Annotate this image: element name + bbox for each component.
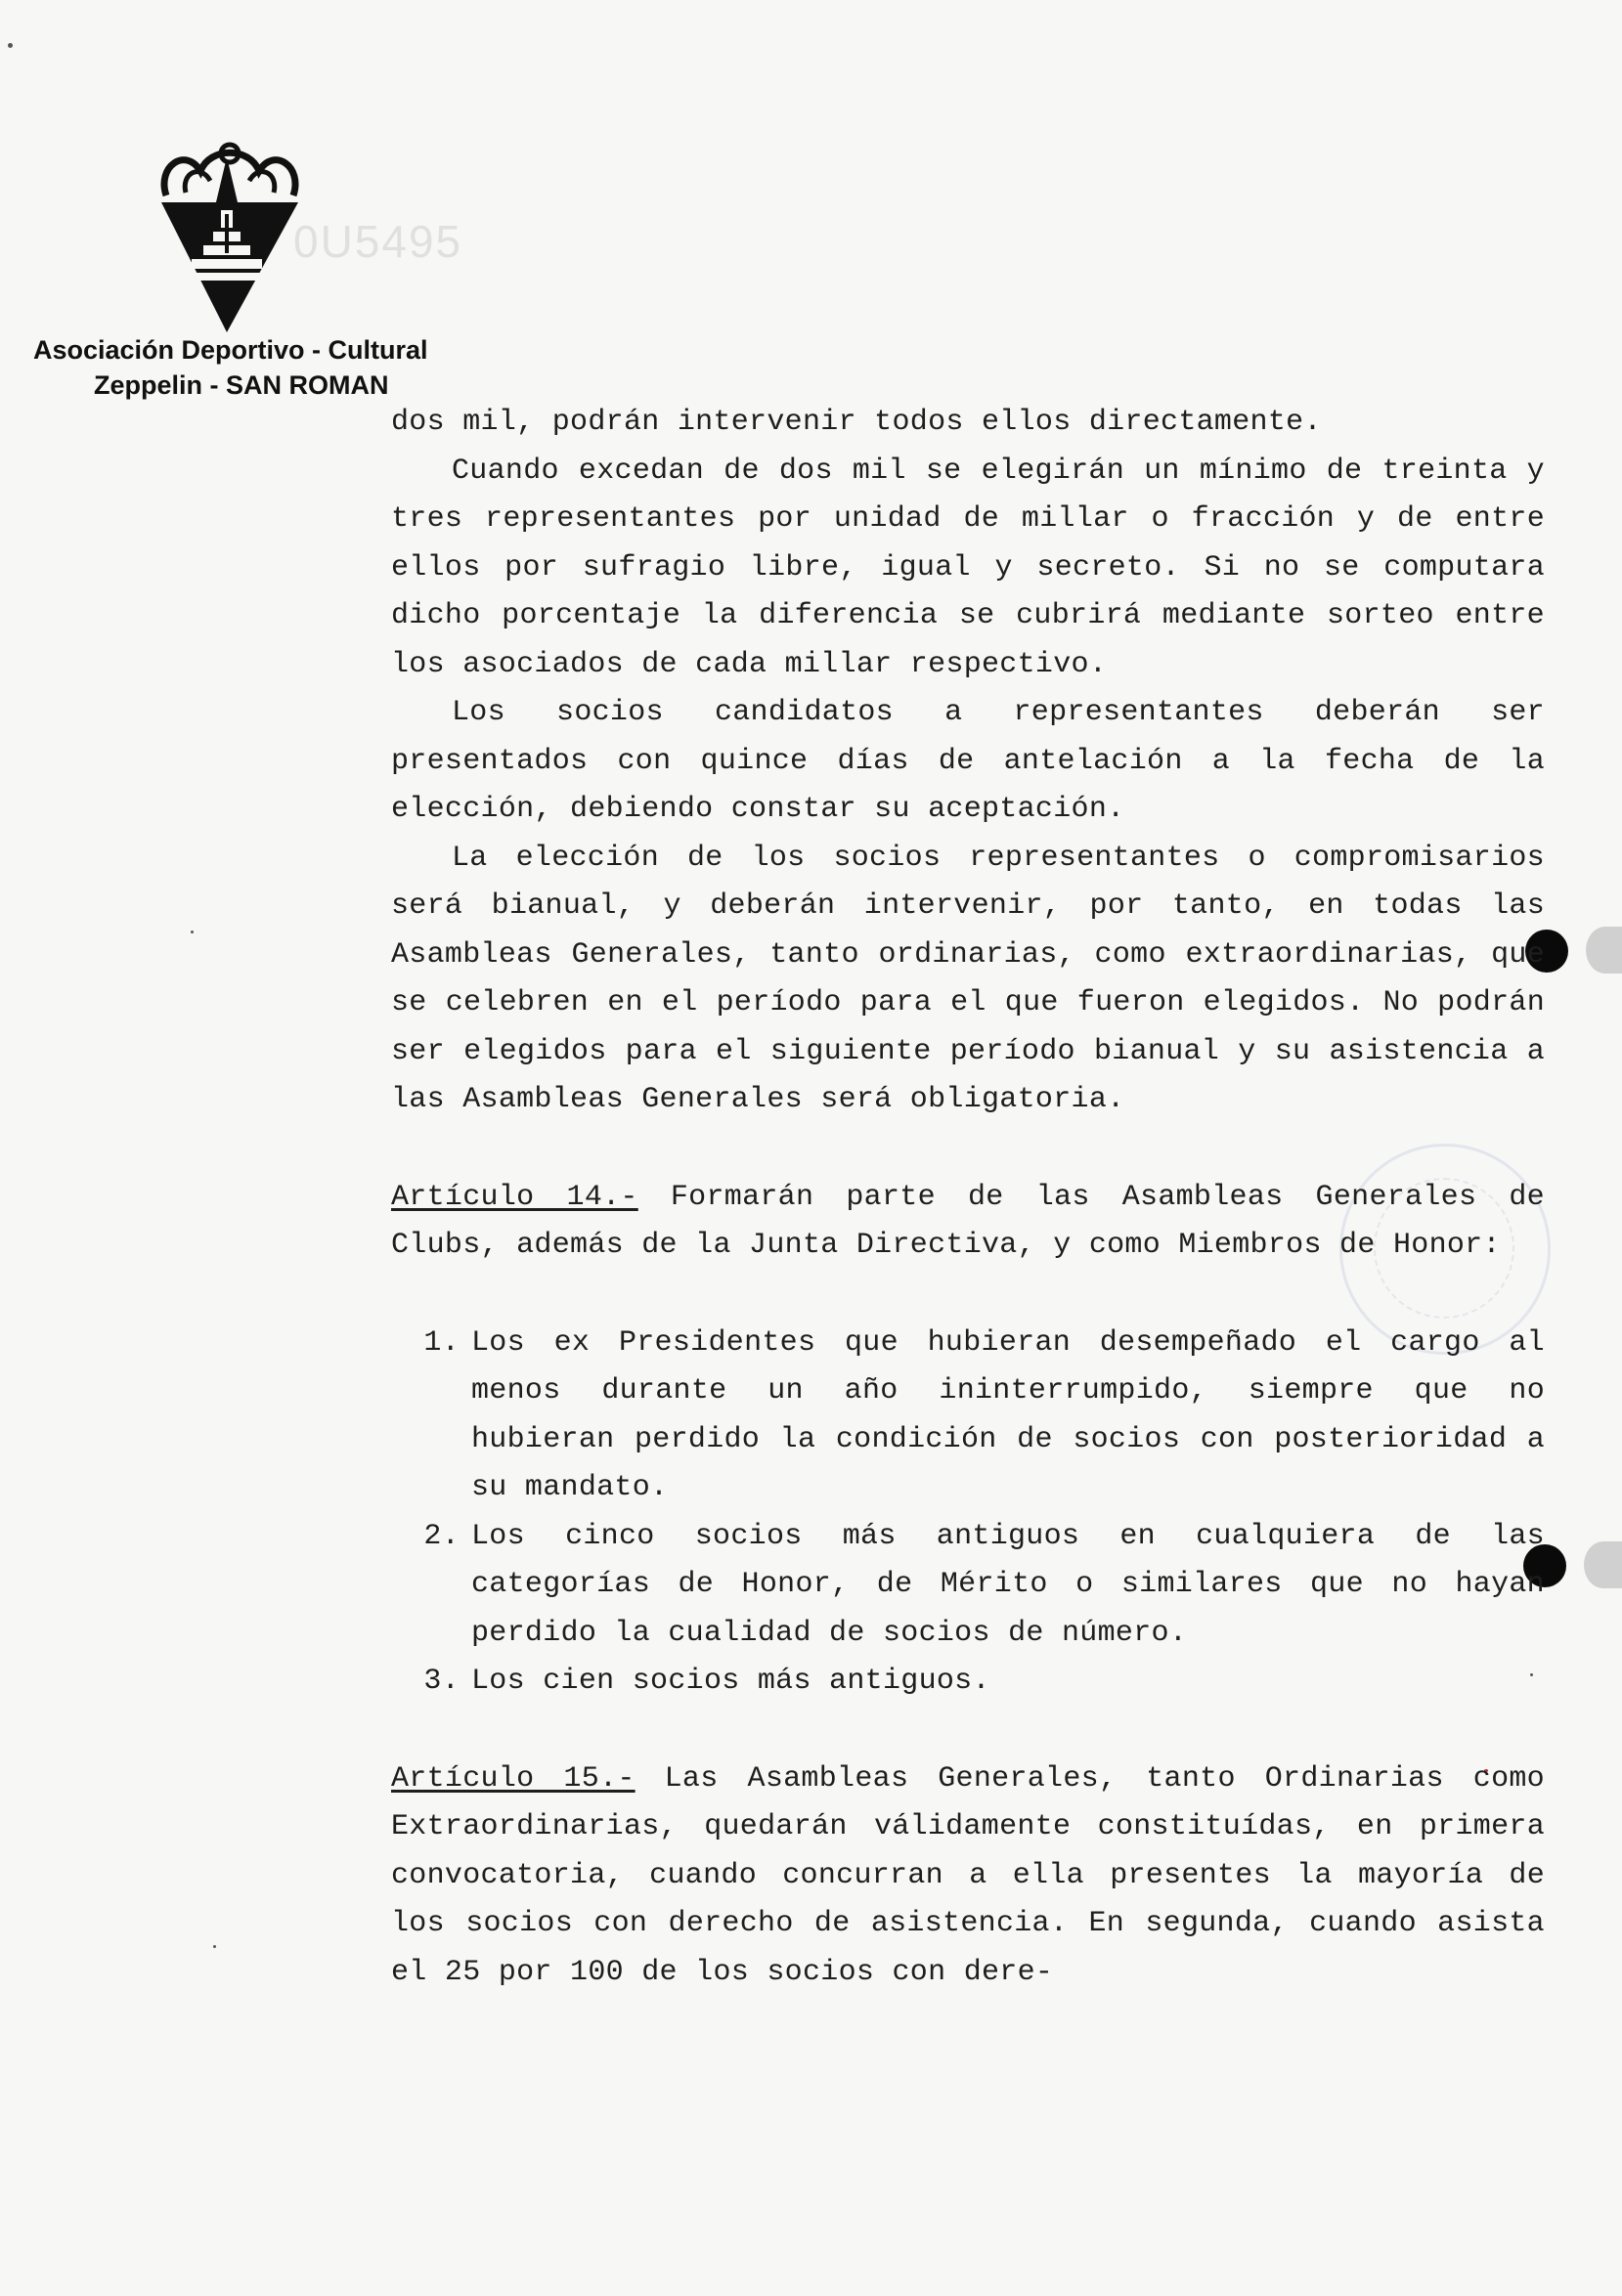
paragraph-election: La elección de los socios representantes o compromisarios será bianual, y deberán intervenir, por tanto, en todas las Asambleas Generales, tanto ordinarias, como extraordinarias, que se celebren en el período para el que fueron elegidos. No podrán ser elegidos para el siguiente período bianual y su asistencia a las Asambleas Generales será obligatoria. [391,841,1545,1116]
list-item-text: Los cien socios más antiguos. [471,1665,990,1698]
article-15-title: Artículo 15.- [391,1761,636,1796]
paper-speck [213,1945,216,1948]
list-item [391,1658,1545,1707]
paragraph-continuation: dos mil, podrán intervenir todos ellos directamente. [391,406,1322,439]
list-item-text: Los ex Presidentes que hubieran desempeñado el cargo al menos durante un año ininterrumpido, siempre que no hubieran perdido la condición de socios con posterioridad a su mandato. [471,1325,1545,1504]
bleed-through-number: 0U5495 [293,216,463,267]
org-name-line2: Zeppelin - SAN ROMAN [94,370,389,400]
article-14-list [391,1320,1545,1707]
document-body [391,399,1545,1997]
organization-name [33,332,483,403]
list-item [391,1320,1545,1513]
paper-speck [191,931,194,933]
article-14 [391,1174,1545,1271]
paragraph-representatives: Cuando excedan de dos mil se elegirán un mínimo de treinta y tres representantes por unidad de millar o fracción y de entre ellos por sufragio libre, igual y secreto. Si no se computara dicho porcentaje la diferencia se cubrirá mediante sorteo entre los asociados de cada millar respectivo. [391,454,1545,681]
article-15-text: Las Asambleas Generales, tanto Ordinarias como Extraordinarias, quedarán válidamente constituídas, en primera convocatoria, cuando concurran a ella presentes la mayoría de los socios con derecho de asistencia. En segunda, cuando asista el 25 por 100 de los socios con dere- [391,1761,1545,1989]
list-item-text: Los cinco socios más antiguos en cualquiera de las categorías de Honor, de Mérito o similares que no hayan perdido la cualidad de socios de número. [471,1519,1545,1650]
article-14-text: Formarán parte de las Asambleas Generales de Clubs, además de la Junta Directiva, y como Miembros de Honor: [391,1180,1545,1262]
list-item-number: 1. [423,1325,460,1360]
paragraph-candidates: Los socios candidatos a representantes deberán ser presentados con quince días de antelación a la fecha de la elección, debiendo constar su aceptación. [391,696,1545,826]
list-item-number: 2. [423,1519,460,1553]
list-item [391,1513,1545,1659]
org-name-line1: Asociación Deportivo - Cultural [33,335,428,365]
list-item-number: 3. [423,1665,460,1698]
binder-hole-shadow-top [1586,927,1622,974]
article-14-title: Artículo 14.- [391,1180,638,1214]
article-15 [391,1755,1545,1998]
crown-church-logo-icon [156,142,303,337]
paper-speck [8,43,13,48]
binder-hole-shadow-bottom [1584,1541,1622,1588]
